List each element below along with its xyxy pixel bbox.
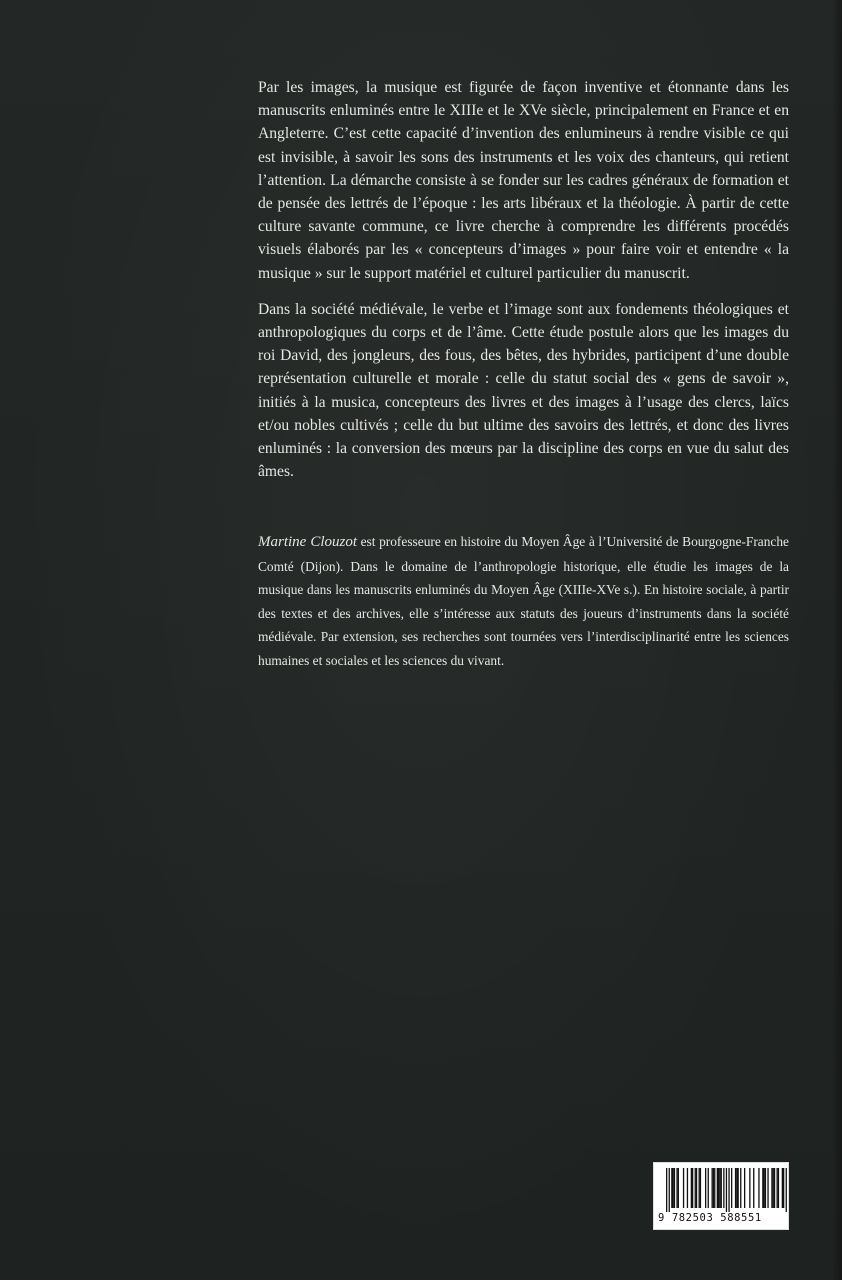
barcode-bar <box>762 1168 763 1208</box>
barcode-bar <box>719 1168 720 1208</box>
barcode-bar <box>778 1168 779 1208</box>
barcode-bar <box>687 1168 688 1208</box>
isbn-barcode <box>653 1162 789 1230</box>
barcode-bar <box>731 1168 732 1208</box>
barcode-bar <box>712 1168 713 1208</box>
barcode-bars <box>654 1163 788 1213</box>
barcode-bar <box>721 1168 722 1208</box>
barcode-bar <box>744 1168 745 1208</box>
barcode-bar <box>708 1168 709 1208</box>
barcode-bar <box>674 1168 675 1208</box>
barcode-bar <box>692 1168 693 1208</box>
barcode-bar <box>714 1168 715 1208</box>
barcode-bar <box>771 1168 772 1208</box>
barcode-bar <box>782 1168 783 1208</box>
barcode-bar <box>671 1168 672 1208</box>
barcode-bar <box>666 1168 667 1212</box>
barcode-bar <box>695 1168 696 1208</box>
barcode-bar <box>696 1168 697 1208</box>
barcode-bar <box>676 1168 677 1208</box>
barcode-bar <box>758 1168 759 1208</box>
barcode-bar <box>753 1168 754 1208</box>
barcode-bar <box>740 1168 741 1208</box>
barcode-bar <box>673 1168 674 1208</box>
barcode-bar <box>718 1168 719 1208</box>
cover-edge-shadow <box>832 0 842 1280</box>
author-name: Martine Clouzot <box>258 534 358 550</box>
barcode-bar <box>726 1168 727 1212</box>
author-bio <box>258 530 789 673</box>
barcode-bar <box>773 1168 774 1208</box>
barcode-bar <box>765 1168 766 1208</box>
blurb-text <box>258 76 789 496</box>
barcode-bar <box>678 1168 679 1208</box>
barcode-bar <box>699 1168 700 1208</box>
barcode-bar <box>736 1168 737 1208</box>
barcode-bar <box>713 1168 714 1208</box>
barcode-bar <box>723 1168 724 1208</box>
barcode-bar <box>738 1168 739 1208</box>
barcode-bar <box>691 1168 692 1208</box>
barcode-bar <box>669 1168 670 1212</box>
barcode-bar <box>749 1168 750 1208</box>
barcode-bar <box>777 1168 778 1208</box>
author-bio-text: est professeure en histoire du Moyen Âge à l’Université de Bourgogne-Franche Comté (Dijon). Dans le domaine de l’anthropologie historique, elle étudie les images de la musique dans les manuscrits enluminés du Moyen Âge (XIIIe-XVe s.). En histoire sociale, à partir des textes et des archives, elle s’intéresse aux statuts des joueurs d’instruments dans la société médiévale. Par extension, ses recherches sont tournées vers l’interdisciplinarité entre les sciences humaines et sociales et les sciences du vivant. <box>258 534 789 668</box>
blurb-paragraph-2: Dans la société médiévale, le verbe et l’image sont aux fondements théologiques et anthropologiques du corps et de l’âme. Cette étude postule alors que les images du roi David, des jongleurs, des fous, des bêtes, des hybrides, participent d’une double représentation culturelle et morale : celle du statut social des « gens de savoir », initiés à la musica, concepteurs des livres et des images à l’usage des clercs, laïcs et/ou nobles cultivés ; celle du but ultime des savoirs des lettrés, et donc des livres enluminés : la conversion des mœurs par la discipline des corps en vue du salut des âmes. <box>258 300 789 481</box>
barcode-bar <box>705 1168 706 1208</box>
barcode-bar <box>735 1168 736 1208</box>
blurb-paragraph-1: Par les images, la musique est figurée de façon inventive et étonnante dans les manuscrits enluminés entre le XIIIe et le XVe siècle, principalement en France et en Angleterre. C’est cette capacité d’invention des enlumineurs à rendre visible ce qui est invisible, à savoir les sons des instruments et les voix des chanteurs, qui retient l’attention. La démarche consiste à se fonder sur les cadres généraux de formation et de pensée des lettrés de l’époque : les arts libéraux et la théologie. À partir de cette culture savante commune, ce livre cherche à comprendre les différents procédés visuels élaborés par les « concepteurs d’images » pour faire voir et entendre « la musique » sur le support matériel et culturel particulier du manuscrit. <box>258 79 789 282</box>
barcode-bar <box>683 1168 684 1208</box>
barcode-bar <box>700 1168 701 1208</box>
barcode-bar <box>764 1168 765 1208</box>
barcode-bar <box>783 1168 784 1208</box>
isbn-digits: 9 782503 588551 <box>658 1212 762 1224</box>
barcode-bar <box>786 1168 787 1212</box>
barcode-bar <box>774 1168 775 1208</box>
barcode-bar <box>767 1168 768 1208</box>
barcode-bar <box>728 1168 729 1212</box>
barcode-bar <box>717 1168 718 1208</box>
author-bio-paragraph <box>258 530 789 673</box>
